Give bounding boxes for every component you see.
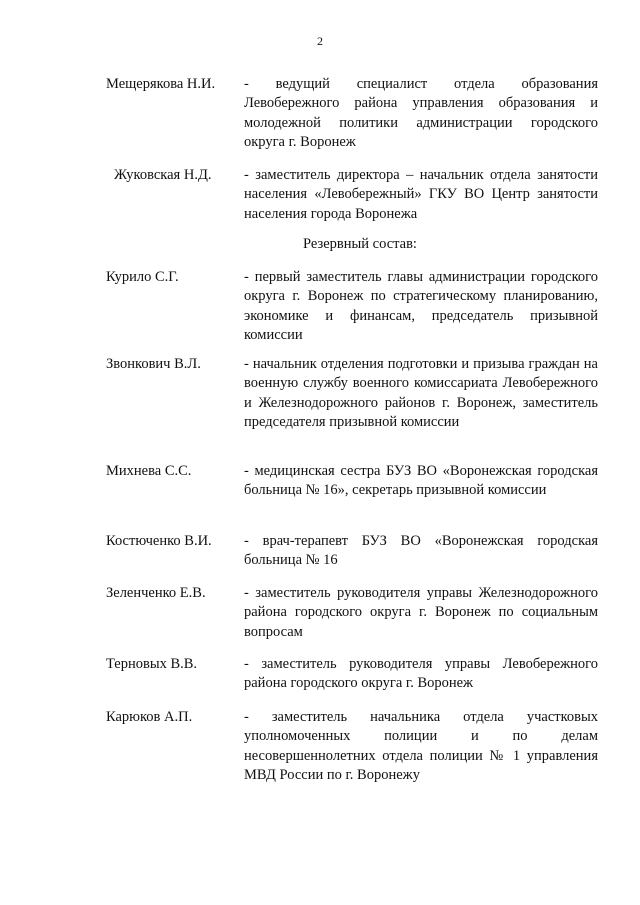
member-name: Мещерякова Н.И. [106,76,216,92]
member-position: - первый заместитель главы администрации городского округа г. Воронеж по стратегическому планированию, экономике и финансам, председатель призывной комиссии [244,269,598,343]
member-name: Терновых В.В. [106,656,198,672]
member-position: - ведущий специалист отдела образования Левобережного района управления образования и молодежной политики администрации городского округа г. Воронеж [244,76,598,150]
member-position: - заместитель руководителя управы Железнодорожного района городского округа г. Воронеж по социальным вопросам [244,585,598,640]
member-position: - заместитель руководителя управы Левобережного района городского округа г. Воронеж [244,656,598,692]
member-name: Жуковская Н.Д. [114,167,212,183]
member-position: - начальник отделения подготовки и призыва граждан на военную службу военного комиссариата Левобережного и Железнодорожного районов г. Воронеж, заместитель председателя призывной комиссии [244,356,598,430]
reserve-heading: Резервный состав: [303,236,417,252]
member-name: Зеленченко Е.В. [106,585,206,601]
member-position: - заместитель директора – начальник отдела занятости населения «Левобережный» ГКУ ВО Центр занятости населения города Воронежа [244,167,598,222]
member-name: Карюков А.П. [106,709,193,725]
member-name: Костюченко В.И. [106,533,212,549]
member-position: - заместитель начальника отдела участковых уполномоченных полиции и по делам несовершеннолетних отдела полиции № 1 управления МВД России по г. Воронежу [244,709,598,783]
member-name: Звонкович В.Л. [106,356,201,372]
member-name: Михнева С.С. [106,463,192,479]
member-name: Курило С.Г. [106,269,179,285]
member-position: - врач-терапевт БУЗ ВО «Воронежская городская больница № 16 [244,533,598,569]
page-number: 2 [317,34,323,48]
member-position: - медицинская сестра БУЗ ВО «Воронежская городская больница № 16», секретарь призывной комиссии [244,463,598,499]
